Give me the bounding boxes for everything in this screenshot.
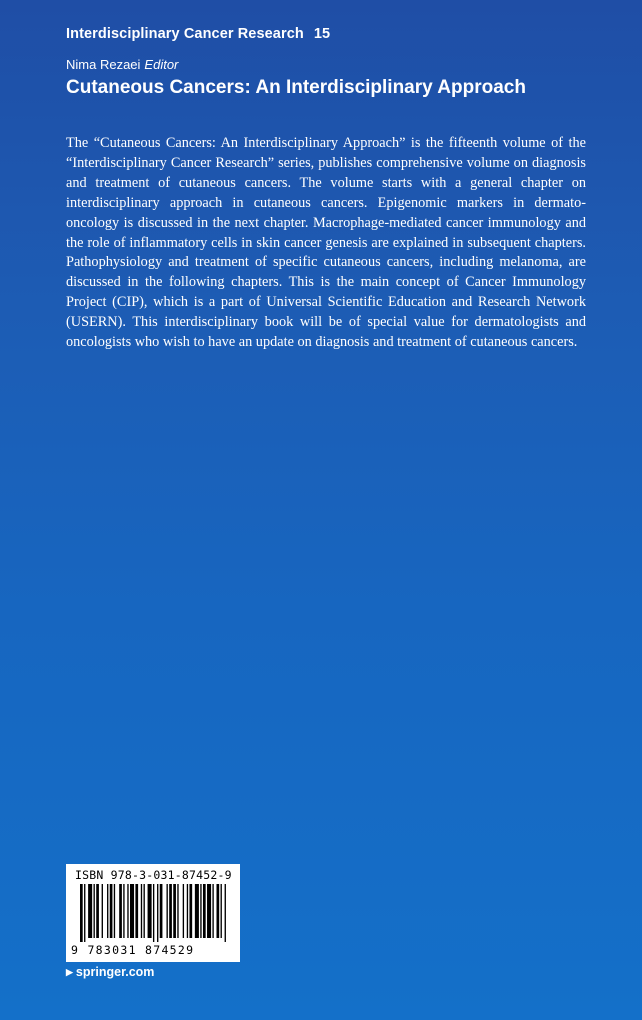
series-title <box>66 26 330 42</box>
barcode-bar <box>166 884 167 938</box>
book-title: Cutaneous Cancers: An Interdisciplinary Approach <box>66 77 526 98</box>
series-volume: 15 <box>313 26 331 42</box>
barcode-bar <box>203 884 206 938</box>
isbn-label: ISBN 978-3-031-87452-9 <box>75 868 232 882</box>
barcode-bar <box>225 884 226 942</box>
barcode-bar <box>177 884 178 938</box>
publisher-url: springer.com <box>75 965 155 979</box>
barcode-bar <box>127 884 128 938</box>
barcode-bar <box>153 884 154 942</box>
series-name: Interdisciplinary Cancer Research <box>66 26 304 42</box>
barcode-bar <box>144 884 145 938</box>
barcode-bar <box>212 884 213 938</box>
barcode-bar <box>157 884 158 942</box>
isbn-barcode <box>66 864 240 962</box>
barcode-bar <box>195 884 199 938</box>
barcode-bar <box>148 884 152 938</box>
barcode-bar <box>130 884 134 938</box>
barcode-bar <box>110 884 113 938</box>
barcode-bar <box>119 884 122 938</box>
editor-role: Editor <box>144 57 179 72</box>
barcode-bars <box>80 884 230 942</box>
barcode-bar <box>221 884 222 938</box>
barcode-bar <box>123 884 124 938</box>
arrow-right-icon: ▶ <box>66 967 73 977</box>
barcode-bar <box>207 884 211 938</box>
barcode-bar <box>96 884 99 938</box>
barcode-bar <box>200 884 201 938</box>
barcode-bar <box>84 884 85 942</box>
barcode-bar <box>187 884 188 938</box>
editor-name: Nima Rezaei <box>66 57 141 72</box>
barcode-digits: 9 783031 874529 <box>71 943 195 957</box>
barcode-bar <box>102 884 103 938</box>
barcode-bar <box>189 884 192 938</box>
barcode-bar <box>160 884 163 938</box>
publisher-link[interactable] <box>66 965 154 979</box>
barcode-bar <box>173 884 176 938</box>
barcode-bar <box>80 884 83 942</box>
barcode-bar <box>135 884 138 938</box>
barcode-bar <box>169 884 172 938</box>
barcode-bar <box>114 884 115 938</box>
barcode-bar <box>107 884 108 938</box>
barcode-bar <box>88 884 92 938</box>
barcode-bar <box>94 884 95 938</box>
barcode-bar <box>216 884 219 938</box>
barcode-bar <box>183 884 184 938</box>
barcode-bar <box>141 884 142 938</box>
book-description: The “Cutaneous Cancers: An Interdisciplinary Approach” is the fifteenth volume of the “Interdisciplinary Cancer Research” series, publishes comprehensive volume on diagnosis and treatment of cutaneous cancers. The volume starts with a general chapter on interdisciplinary approach in cutaneous cancers. Epigenomic markers in dermato-oncology is discussed in the next chapter. Macrophage-mediated cancer immunology and the role of inflammatory cells in skin cancer genesis are explained in subsequent chapters. Pathophysiology and treatment of specific cutaneous cancers, including melanoma, are discussed in the following chapters. This is the main concept of Cancer Immunology Project (CIP), which is a part of Universal Scientific Education and Research Network (USERN). This interdisciplinary book will be of special value for dermatologists and oncologists who wish to have an update on diagnosis and treatment of cutaneous cancers. <box>66 135 586 351</box>
editor-line <box>66 57 178 72</box>
